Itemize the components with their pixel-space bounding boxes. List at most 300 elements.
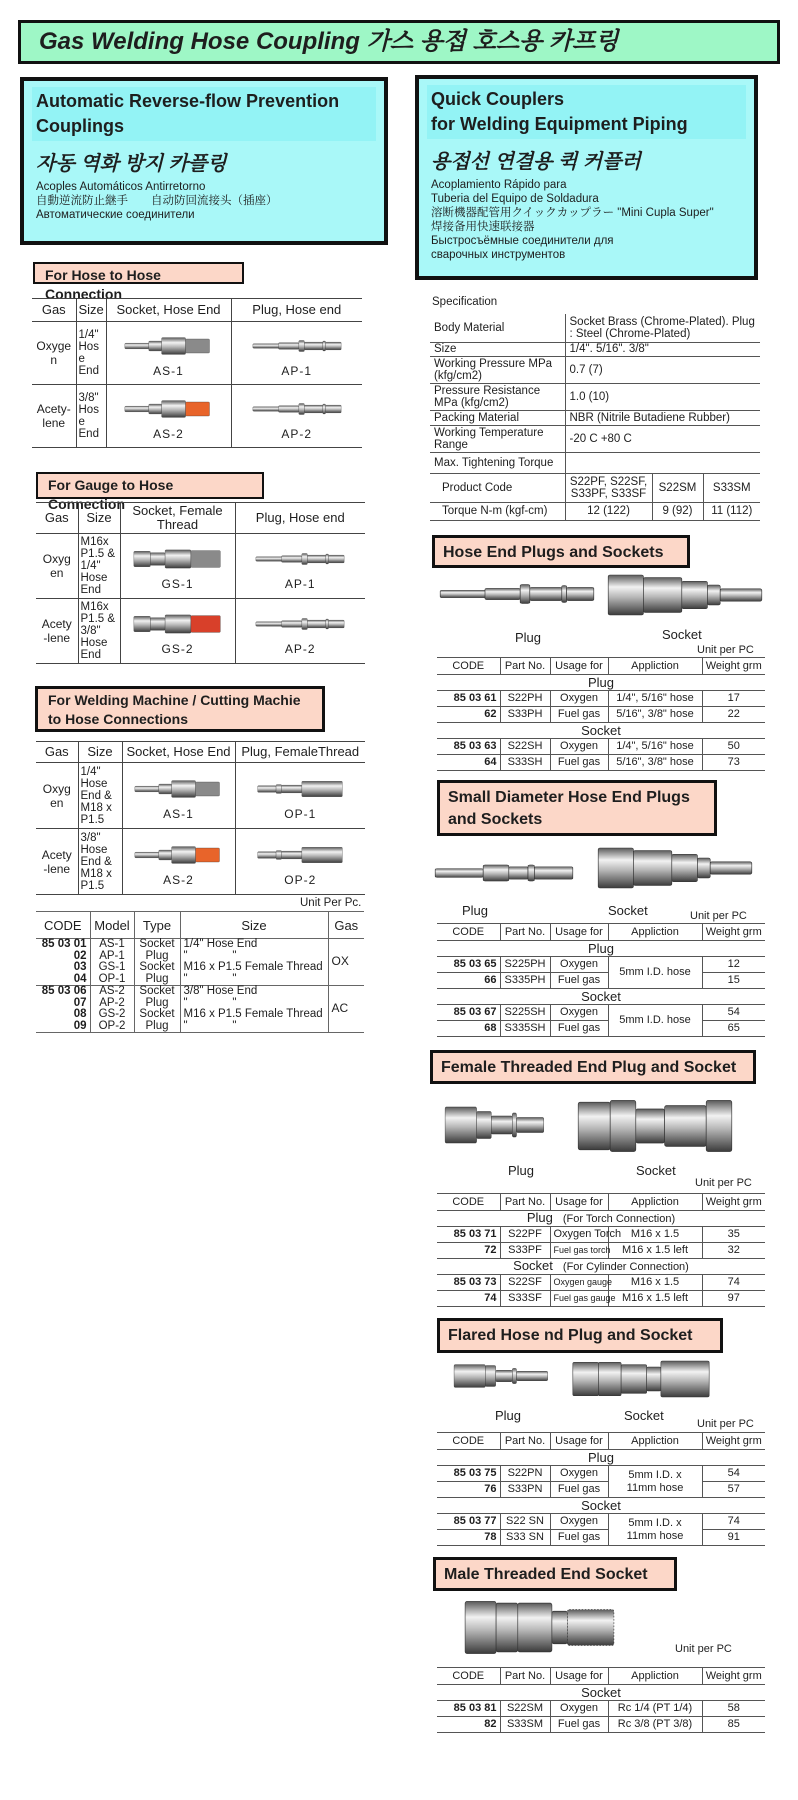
group-title: Socket (581, 989, 621, 1004)
type-cell: Plug (134, 1021, 180, 1033)
spec-label: Body Material (430, 314, 565, 342)
auto-reverse-flow-info-box (20, 77, 388, 245)
column-header: Size (76, 299, 106, 322)
plug-model-label: AP-2 (281, 427, 313, 441)
code-cell: 85 03 81 (437, 1701, 500, 1717)
header-row (437, 658, 765, 675)
column-header: Plug, Hose end (235, 503, 365, 534)
column-header: CODE (36, 912, 90, 939)
header-row (437, 924, 765, 941)
socket-hose-fitting-icon (123, 395, 215, 423)
plug-small-fitting-icon (432, 855, 592, 891)
russian-title: Автоматические соединители (36, 209, 195, 221)
plug-cell (231, 385, 362, 448)
usage-cell: Oxygen (550, 1005, 608, 1021)
plug-hose-fitting-icon (251, 335, 343, 357)
code-cell: 74 (437, 1291, 500, 1307)
column-header: Appliction (608, 658, 702, 675)
spec-row (430, 383, 760, 410)
socket-cell (122, 829, 235, 895)
type-cell: Socket (134, 1009, 180, 1021)
usage-cell: Fuel gas (550, 707, 608, 723)
spec-row (430, 356, 760, 383)
socket-cell (120, 599, 235, 664)
code-cell: 07 (73, 996, 87, 1009)
usage-cell: Fuel gas torch (550, 1243, 608, 1259)
weight-cell: 97 (702, 1291, 765, 1307)
column-header: CODE (437, 658, 500, 675)
group-title-cell (437, 941, 765, 957)
column-header: Weight grm (702, 1668, 765, 1685)
application-cell: 1/4", 5/16" hose (608, 691, 702, 707)
usage-cell: Oxygen (550, 1466, 608, 1482)
column-header: Usage for (550, 1433, 608, 1450)
code-cell: 85 03 77 (437, 1514, 500, 1530)
socket-hose-fitting-icon (133, 775, 225, 803)
spec-row (430, 410, 760, 425)
spec-label: Product Code (430, 473, 565, 502)
plug-female-fitting-icon (254, 778, 346, 800)
weight-cell: 50 (702, 739, 765, 755)
spec-label: Pressure Resistance MPa (kfg/cm2) (430, 383, 565, 410)
group-row (437, 723, 765, 739)
section-heading: For Welding Machine / Cutting Machie to Hose Connections (35, 686, 325, 732)
column-header: Gas (328, 912, 364, 939)
usage-cell: Oxygen gauge (550, 1275, 608, 1291)
table-row (36, 1009, 364, 1021)
code-cell: 85 03 75 (437, 1466, 500, 1482)
section-heading: For Gauge to Hose Connection (36, 472, 264, 499)
group-title-cell (437, 989, 765, 1005)
column-header: Socket, Hose End (122, 742, 235, 763)
usage-cell: Fuel gas (550, 973, 608, 989)
usage-cell: Fuel gas (550, 1530, 608, 1546)
weight-cell: 12 (702, 957, 765, 973)
spanish-title: Acoples Automáticos Antirretorno (36, 181, 206, 193)
unit-label: Unit per PC (690, 910, 747, 922)
socket-model-label: GS-1 (161, 577, 194, 591)
header-row (36, 742, 365, 763)
group-title-cell (437, 675, 765, 691)
code-cell: 08 (73, 1008, 87, 1020)
type-cell: Socket (134, 962, 180, 974)
usage-cell: Fuel gas (550, 1717, 608, 1733)
specification-table (430, 314, 760, 521)
section-heading: Male Threaded End Socket (433, 1557, 677, 1591)
model-cell: AS-2 (90, 986, 134, 998)
table-row (437, 755, 765, 771)
table-row (437, 1227, 765, 1243)
part-no-cell: S22 SN (500, 1514, 550, 1530)
plug-hose-fitting-icon (437, 575, 597, 613)
part-no-cell: S22PH (500, 691, 550, 707)
plug-cell (235, 599, 365, 664)
unit-label: Unit Per Pc. (300, 897, 362, 909)
code-cell: 85 03 01 (41, 938, 87, 950)
type-cell: Plug (134, 951, 180, 963)
group-row (437, 675, 765, 691)
application-cell: 1/4", 5/16" hose (608, 739, 702, 755)
weight-cell: 58 (702, 1701, 765, 1717)
column-header: Part No. (500, 1433, 550, 1450)
socket-thread-fitting-icon (575, 1092, 735, 1160)
column-header: Size (78, 742, 122, 763)
group-title-cell (437, 1259, 765, 1275)
column-header: CODE (437, 1433, 500, 1450)
spec-value (565, 452, 760, 473)
spec-label: Torque N-m (kgf-cm) (430, 502, 565, 520)
weight-cell: 32 (702, 1243, 765, 1259)
model-cell: GS-2 (90, 1009, 134, 1021)
weight-cell: 65 (702, 1021, 765, 1037)
group-note: (For Cylinder Connection) (562, 1261, 689, 1273)
column-header: Appliction (608, 1433, 702, 1450)
size-cell: M16x P1.5 & 3/8" Hose End (78, 599, 120, 664)
quick-couplers-info-box (415, 75, 758, 280)
application-cell: 5mm I.D. x 11mm hose (608, 1514, 702, 1546)
group-row (437, 1685, 765, 1701)
size-cell: " " (180, 1021, 328, 1033)
info-line: 溶断機器配管用クイックカップラー "Mini Cupla Super" (431, 207, 714, 219)
application-cell: 5/16", 3/8" hose (608, 755, 702, 771)
plug-cell (235, 534, 365, 599)
info-line: 焊接备用快速联接器 (431, 221, 535, 233)
plug-cell (235, 763, 365, 829)
size-cell: " " (180, 974, 328, 986)
group-title: Plug (587, 675, 615, 690)
socket-model-label: AS-2 (163, 872, 194, 887)
product-table (437, 923, 765, 1037)
size-cell: 3/8" Hose End (76, 385, 106, 448)
figure-label: Socket (662, 627, 702, 642)
table-row (437, 739, 765, 755)
table-row (36, 939, 364, 951)
application-cell: Rc 3/8 (PT 3/8) (608, 1717, 702, 1733)
unit-label: Unit per PC (697, 644, 754, 656)
plug-cell (235, 829, 365, 895)
unit-label: Unit per PC (695, 1177, 752, 1189)
figure-label: Plug (462, 903, 489, 918)
group-title-cell (437, 723, 765, 739)
type-cell: Plug (134, 974, 180, 986)
plug-hose-fitting-icon (251, 398, 343, 420)
plug-hose-fitting-icon (254, 613, 346, 635)
product-table (437, 1667, 765, 1733)
plug-model-label: OP-2 (284, 872, 317, 887)
socket-hose-fitting-icon (123, 332, 215, 360)
size-cell: 1/4" Hose End & M18 x P1.5 (78, 763, 122, 829)
plug-female-fitting-icon (254, 844, 346, 866)
torque-value: 11 (112) (703, 502, 760, 520)
product-image (575, 1092, 735, 1165)
group-title: Plug (587, 1450, 615, 1465)
group-note: (For Torch Connection) (562, 1213, 676, 1225)
spec-row (430, 452, 760, 473)
group-row (437, 1259, 765, 1275)
socket-male-fitting-icon (462, 1595, 617, 1660)
group-row (437, 941, 765, 957)
socket-knurl-hose-fitting-icon (595, 843, 755, 893)
spec-row (430, 425, 760, 452)
plug-model-label: AP-2 (284, 642, 316, 656)
type-cell: Plug (134, 998, 180, 1010)
socket-cell (122, 763, 235, 829)
part-no-cell: S33 SN (500, 1530, 550, 1546)
unit-label: Unit per PC (697, 1418, 754, 1430)
group-title-cell (437, 1211, 765, 1227)
table-row (32, 322, 362, 385)
socket-hose-fitting-icon (133, 841, 225, 869)
column-header: Part No. (500, 658, 550, 675)
table-row (437, 1482, 765, 1498)
usage-cell: Oxygen (550, 691, 608, 707)
socket-cell (106, 385, 231, 448)
column-header: Part No. (500, 924, 550, 941)
table-row (36, 962, 364, 974)
code-cell: 82 (437, 1717, 500, 1733)
table-row (36, 599, 365, 664)
product-table (437, 1193, 765, 1307)
spec-label: Size (430, 342, 565, 356)
header-row (36, 912, 364, 939)
group-row (437, 1450, 765, 1466)
gas-cell: Oxygen (36, 534, 78, 599)
column-header: Weight grm (702, 1194, 765, 1211)
header-row (437, 1668, 765, 1685)
weight-cell: 17 (702, 691, 765, 707)
table-row (36, 763, 365, 829)
application-cell: 5/16", 3/8" hose (608, 707, 702, 723)
table-row (437, 973, 765, 989)
weight-cell: 15 (702, 973, 765, 989)
usage-cell: Oxygen (550, 1514, 608, 1530)
column-header: Model (90, 912, 134, 939)
info-line: сварочных инструментов (431, 249, 566, 261)
figure-label: Socket (608, 903, 648, 918)
product-table (437, 1432, 765, 1546)
gas-cell: Oxygen (36, 763, 78, 829)
table-row (437, 1291, 765, 1307)
table-row (36, 974, 364, 986)
code-cell: 72 (437, 1243, 500, 1259)
product-image (432, 855, 592, 896)
column-header: Type (134, 912, 180, 939)
code-cell: 85 03 71 (437, 1227, 500, 1243)
korean-title: 용접선 연결용 퀵 커플러 (431, 151, 641, 173)
code-cell: 85 03 63 (437, 739, 500, 755)
application-cell: 5mm I.D. hose (608, 957, 702, 989)
part-no-cell: S225SH (500, 1005, 550, 1021)
code-cell: 85 03 65 (437, 957, 500, 973)
weight-cell: 54 (702, 1466, 765, 1482)
column-header: Gas (32, 299, 76, 322)
weight-cell: 74 (702, 1514, 765, 1530)
spec-row (430, 342, 760, 356)
part-no-cell: S22SH (500, 739, 550, 755)
type-cell: Socket (134, 986, 180, 998)
part-no-cell: S33PN (500, 1482, 550, 1498)
product-image (452, 1357, 556, 1400)
spec-value: 1/4". 5/16". 3/8" (565, 342, 760, 356)
code-cell: 03 (73, 961, 87, 973)
group-row (437, 1498, 765, 1514)
table-row (437, 1530, 765, 1546)
column-header: Usage for (550, 1668, 608, 1685)
group-title: Socket (581, 1498, 621, 1513)
table-row (437, 707, 765, 723)
part-no-cell: S33PH (500, 707, 550, 723)
code-table (36, 911, 364, 1033)
info-line: Быстросъёмные соединители для (431, 235, 614, 247)
column-header: Socket, Hose End (106, 299, 231, 322)
column-header: CODE (437, 1668, 500, 1685)
spec-value: -20 C +80 C (565, 425, 760, 452)
group-title: Socket (581, 723, 621, 738)
part-no-cell: S335PH (500, 973, 550, 989)
model-cell: OP-2 (90, 1021, 134, 1033)
header-row (437, 1194, 765, 1211)
spec-value: Socket Brass (Chrome-Plated). Plug : Steel (Chrome-Plated) (565, 314, 760, 342)
weight-cell: 57 (702, 1482, 765, 1498)
figure-label: Plug (495, 1408, 522, 1423)
column-header: Size (78, 503, 120, 534)
code-cell: 76 (437, 1482, 500, 1498)
code-cell: 85 03 61 (437, 691, 500, 707)
info-line: Acoplamiento Rápido para (431, 179, 567, 191)
group-title: Plug (526, 1210, 553, 1225)
size-cell: M16 x P1.5 Female Thread (180, 1009, 328, 1021)
column-header: Plug, Hose end (231, 299, 362, 322)
table-row (36, 1021, 364, 1033)
header-row (36, 503, 365, 534)
socket-model-label: AS-2 (153, 427, 184, 441)
group-row (437, 1211, 765, 1227)
product-image (437, 575, 597, 618)
type-cell: Socket (134, 939, 180, 951)
model-cell: AP-2 (90, 998, 134, 1010)
table-row (437, 1514, 765, 1530)
gas-cell: AC (328, 986, 364, 1033)
socket-model-label: AS-1 (153, 364, 184, 378)
table-row (437, 1243, 765, 1259)
column-header: Weight grm (702, 1433, 765, 1450)
column-header: Plug, FemaleThread (235, 742, 365, 763)
part-no-cell: S33SH (500, 755, 550, 771)
column-header: Usage for (550, 1194, 608, 1211)
weight-cell: 54 (702, 1005, 765, 1021)
size-cell: M16x P1.5 & 1/4" Hose End (78, 534, 120, 599)
part-no-cell: S33SF (500, 1291, 550, 1307)
column-header: Appliction (608, 1668, 702, 1685)
part-no-cell: S22SM (500, 1701, 550, 1717)
code-cell: 09 (36, 1021, 90, 1033)
table-row (437, 957, 765, 973)
usage-cell: Oxygen Torch (550, 1227, 608, 1243)
usage-cell: Fuel gas (550, 1482, 608, 1498)
model-cell: AS-1 (90, 939, 134, 951)
spec-value: 0.7 (7) (565, 356, 760, 383)
column-header: Usage for (550, 658, 608, 675)
model-cell: OP-1 (90, 974, 134, 986)
part-no-cell: S225PH (500, 957, 550, 973)
table-row (437, 1275, 765, 1291)
spec-table-wrap (430, 314, 760, 521)
product-code: S22SM (652, 473, 703, 502)
table-row (36, 986, 364, 998)
part-no-cell: S22PF (500, 1227, 550, 1243)
socket-model-label: GS-2 (161, 642, 194, 656)
heading-line: Automatic Reverse-flow Prevention (36, 91, 340, 111)
size-cell: " " (180, 998, 328, 1010)
part-no-cell: S22PN (500, 1466, 550, 1482)
gas-cell: Acety-lene (36, 829, 78, 895)
spec-value: NBR (Nitrile Butadiene Rubber) (565, 410, 760, 425)
usage-cell: Oxygen (550, 957, 608, 973)
plug-model-label: AP-1 (284, 577, 316, 591)
column-header: Part No. (500, 1194, 550, 1211)
product-image (462, 1595, 617, 1665)
size-cell: 1/4" Hose End (76, 322, 106, 385)
torque-value: 9 (92) (652, 502, 703, 520)
column-header: Socket, Female Thread (120, 503, 235, 534)
spec-row (430, 314, 760, 342)
table-row (36, 829, 365, 895)
heading-line: Quick Couplers (431, 89, 565, 109)
table-row (32, 385, 362, 448)
usage-cell: Fuel gas (550, 755, 608, 771)
size-cell: 3/8" Hose End (180, 986, 328, 998)
figure-label: Socket (636, 1163, 676, 1178)
unit-label: Unit per PC (675, 1643, 732, 1655)
size-cell: " " (180, 951, 328, 963)
column-header: Weight grm (702, 924, 765, 941)
group-title: Plug (587, 941, 615, 956)
usage-cell: Oxygen (550, 739, 608, 755)
application-cell: M16 x 1.5 left (608, 1291, 702, 1307)
product-image (595, 843, 755, 898)
code-cell: 02 (73, 949, 87, 962)
socket-female-fitting-icon (132, 545, 224, 573)
code-cell: 85 03 06 (41, 985, 87, 997)
torque-value: 12 (122) (565, 502, 652, 520)
plug-cell (231, 322, 362, 385)
plug-model-label: AP-1 (281, 364, 313, 378)
column-header: Size (180, 912, 328, 939)
figure-label: Plug (508, 1163, 535, 1178)
column-header: CODE (437, 924, 500, 941)
section-heading: For Hose to Hose Connection (33, 262, 244, 284)
part-no-cell: S22SF (500, 1275, 550, 1291)
product-table (437, 657, 765, 771)
column-header: Usage for (550, 924, 608, 941)
figure-label: Plug (515, 630, 542, 645)
part-no-cell: S335SH (500, 1021, 550, 1037)
heading-line: Couplings (36, 116, 124, 136)
socket-knurl-hose-fitting-icon (605, 570, 765, 620)
usage-cell: Fuel gas (550, 1021, 608, 1037)
column-header: Part No. (500, 1668, 550, 1685)
usage-cell: Oxygen (550, 1701, 608, 1717)
plug-flared-fitting-icon (452, 1357, 556, 1395)
table-row (437, 1466, 765, 1482)
application-cell: M16 x 1.5 (608, 1227, 702, 1243)
section-heading: Female Threaded End Plug and Socket (430, 1050, 756, 1084)
column-header: CODE (437, 1194, 500, 1211)
product-code: S33SM (703, 473, 760, 502)
size-cell: 3/8" Hose End & M18 x P1.5 (78, 829, 122, 895)
plug-hose-fitting-icon (254, 548, 346, 570)
info-heading (427, 85, 746, 139)
